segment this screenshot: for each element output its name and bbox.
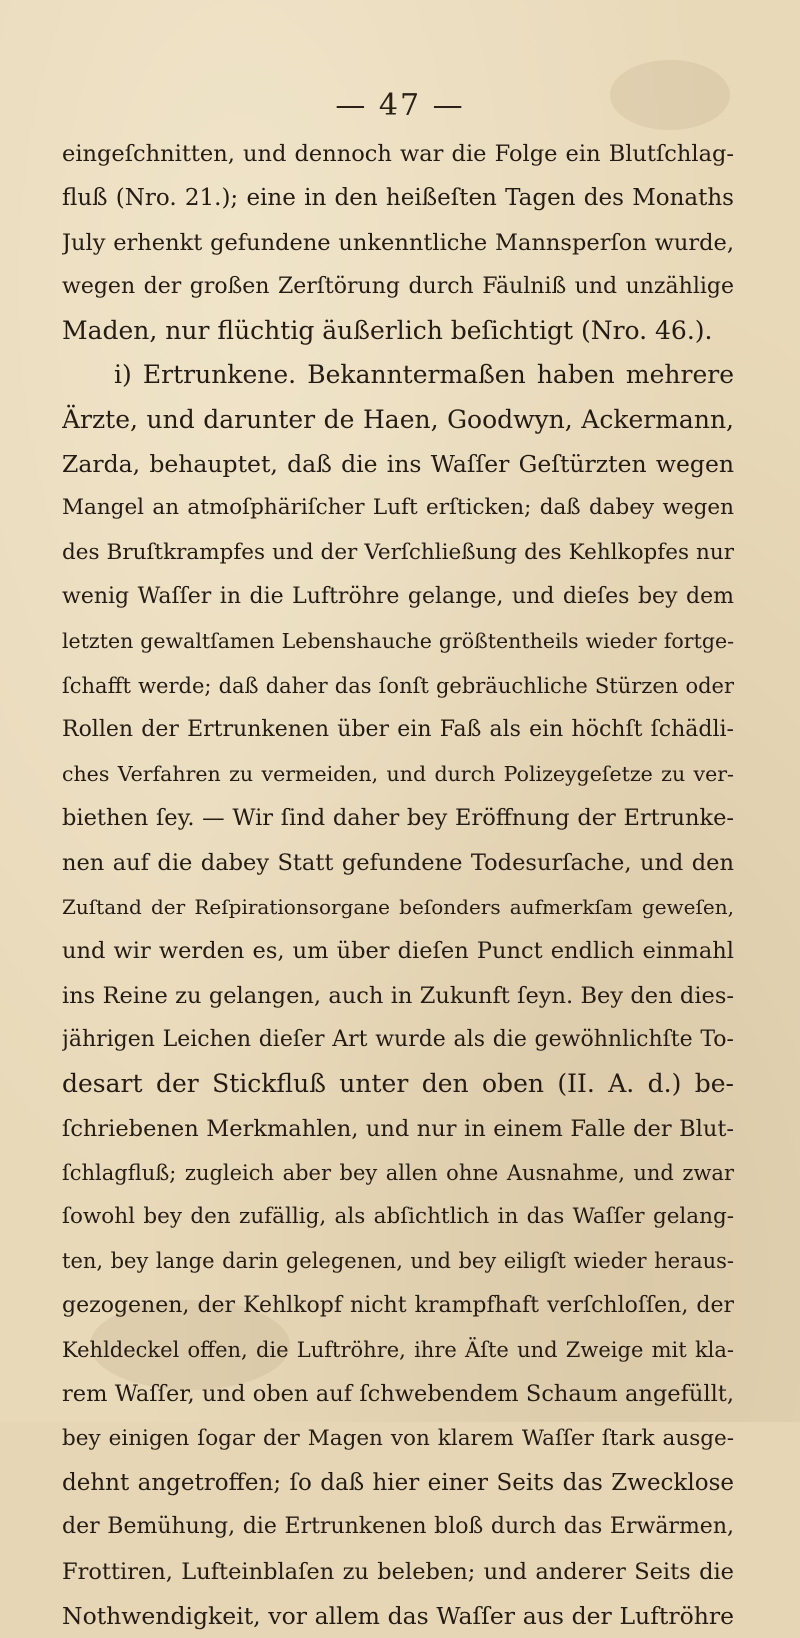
text-line: der Bemühung, die Ertrunkenen bloß durch das Erwärmen, (62, 1514, 734, 1540)
text-line: ches Verfahren zu vermeiden, und durch Polizeygeſetze zu ver- (62, 762, 734, 787)
text-line: bey einigen ſogar der Magen von klarem Waſſer ſtark ausge- (62, 1425, 734, 1451)
text-line: jährigen Leichen dieſer Art wurde als die gewöhnlichſte To- (62, 1026, 734, 1052)
section-heading-line: i) Ertrunkene. Bekanntermaßen haben mehrere (114, 360, 734, 390)
text-line: Maden, nur flüchtig äußerlich beſichtigt (Nro. 46.). (62, 316, 713, 346)
text-line: Zuſtand der Reſpirationsorgane beſonders aufmerkſam geweſen, (62, 895, 734, 920)
text-line: ſowohl bey den zufällig, als abſichtlich in das Waſſer gelang- (62, 1204, 734, 1230)
text-line: wenig Waſſer in die Luftröhre gelange, und dieſes bey dem (62, 583, 734, 609)
text-line: July erhenkt gefundene unkenntliche Mannsperſon wurde, (62, 229, 734, 256)
text-line: des Bruſtkrampfes und der Verſchließung des Kehlkopfes nur (62, 539, 734, 565)
text-line: fluß (Nro. 21.); eine in den heißeſten Tagen des Monaths (62, 185, 734, 212)
text-line: Zarda, behauptet, daß die ins Waſſer Geſtürzten wegen (62, 450, 734, 479)
text-line: desart der Stickfluß unter den oben (II. A. d.) be- (62, 1069, 734, 1099)
text-line: ins Reine zu gelangen, auch in Zukunft ſeyn. Bey den dies- (62, 982, 734, 1009)
text-line: Kehldeckel offen, die Luftröhre, ihre Äſte und Zweige mit kla- (62, 1338, 734, 1363)
text-line: dehnt angetroffen; ſo daß hier einer Seits das Zwecklose (62, 1469, 734, 1496)
text-line: Nothwendigkeit, vor allem das Waſſer aus der Luftröhre (62, 1601, 734, 1630)
text-line: wegen der großen Zerſtörung durch Fäulniß und unzählige (62, 273, 734, 299)
text-line: Frottiren, Lufteinblaſen zu beleben; und anderer Seits die (62, 1558, 734, 1585)
document-body (62, 132, 734, 1638)
text-line: gezogenen, der Kehlkopf nicht krampfhaft verſchloſſen, der (62, 1292, 734, 1318)
text-line: und wir werden es, um über dieſen Punct endlich einmahl (62, 938, 734, 965)
text-line: rem Waſſer, und oben auf ſchwebendem Schaum angefüllt, (62, 1381, 734, 1408)
text-line: ten, bey lange darin gelegenen, und bey eiligſt wieder heraus- (62, 1249, 734, 1274)
page-number-header: — 47 — (335, 88, 465, 123)
text-line: ſchlagfluß; zugleich aber bey allen ohne Ausnahme, und zwar (62, 1160, 734, 1185)
text-line: ſchafft werde; daß daher das ſonſt gebräuchliche Stürzen oder (62, 673, 734, 698)
text-line: biethen ſey. — Wir ſind daher bey Eröffnung der Ertrunke- (62, 805, 734, 832)
text-line: Mangel an atmoſphäriſcher Luft erſticken; daß dabey wegen (62, 495, 734, 521)
text-line: Rollen der Ertrunkenen über ein Faß als ein höchſt ſchädli- (62, 716, 734, 742)
text-line: Ärzte, und darunter de Haen, Goodwyn, Ackermann, (62, 404, 734, 434)
text-line: ſchriebenen Merkmahlen, und nur in einem Falle der Blut- (62, 1115, 734, 1142)
text-line: nen auf die dabey Statt gefundene Todesurſache, und den (62, 849, 734, 876)
text-line: eingeſchnitten, und dennoch war die Folge ein Blutſchlag- (62, 141, 734, 167)
text-line: letzten gewaltſamen Lebenshauche größtentheils wieder fortge- (62, 629, 734, 654)
